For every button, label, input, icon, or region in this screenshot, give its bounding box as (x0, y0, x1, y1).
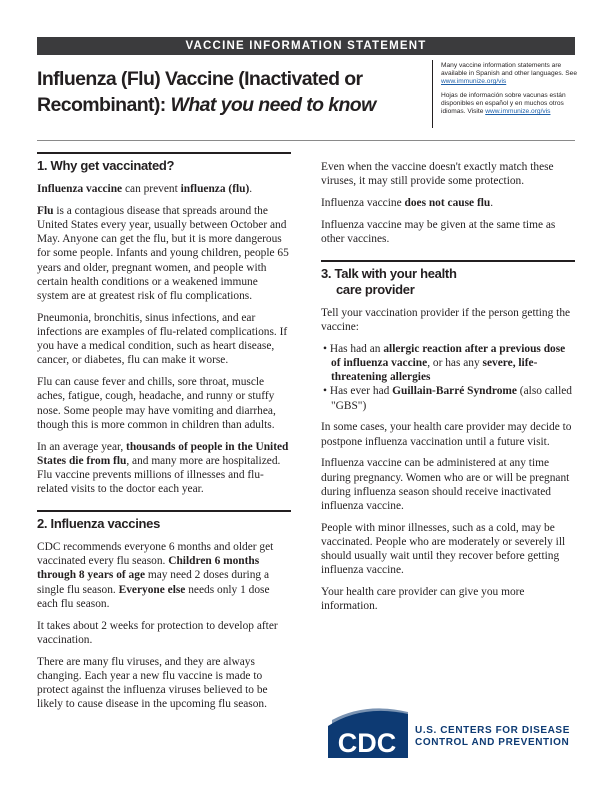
s1-paragraph-1: Influenza vaccine can prevent influenza (flu). (37, 183, 253, 195)
document-title (37, 66, 427, 118)
agency-line-2: CONTROL AND PREVENTION (415, 737, 570, 748)
spanish-link[interactable]: www.immunize.org/vis (485, 108, 551, 116)
s3-paragraph-3: Influenza vaccine can be administered at any time during pregnancy. Women who are or will be pregnant during influenza season should receive inactivated influenza vaccine. (321, 457, 570, 513)
s3-paragraph-1: Tell your vaccination provider if the person getting the vaccine: (321, 306, 571, 333)
s3-bullet-list (321, 342, 575, 413)
spanish-text: Hojas de información sobre vacunas están disponibles en español y en muchos otros idiomas. Visite (441, 91, 566, 116)
section-1-heading: 1. Why get vaccinated? (37, 152, 291, 174)
title-divider (432, 60, 433, 128)
section-2-heading: 2. Influenza vaccines (37, 510, 291, 532)
statement-banner: VACCINE INFORMATION STATEMENT (37, 37, 575, 55)
title-plain: Recombinant): (37, 94, 171, 116)
s1-paragraph-4: Flu can cause fever and chills, sore throat, muscle aches, fatigue, cough, headache, and runny or stuffy nose. Some people may have vomiting and diarrhea, though this is more common in children than adults. (37, 376, 276, 431)
right-column (321, 160, 575, 621)
english-text: Many vaccine information statements are available in Spanish and other languages. See (441, 62, 578, 78)
s2-paragraph-1: CDC recommends everyone 6 months and older get vaccinated every flu season. Children 6 months through 8 years of age may need 2 doses during a single flu season. Everyone else needs only 1 dose each flu season. (37, 541, 274, 610)
cdc-agency-name (415, 725, 570, 749)
cdc-logo-text: CDC (337, 728, 397, 758)
s1-paragraph-2: Flu is a contagious disease that spreads around the United States every year, usually between October and May. Anyone can get the flu, but it is more dangerous for some people. Infants and young children, people 65 years and older, pregnant women, and people with certain health conditions or a weakened immune system are at greatest risk of flu complications. (37, 204, 289, 303)
s3-paragraph-5: Your health care provider can give you more information. (321, 586, 525, 613)
agency-line-1: U.S. CENTERS FOR DISEASE (415, 725, 570, 736)
title-italic: What you need to know (170, 94, 376, 116)
s3-paragraph-4: People with minor illnesses, such as a cold, may be vaccinated. People who are moderately or severely ill should usually wait until they recover before getting influenza vaccine. (321, 521, 566, 577)
s2-paragraph-4: Even when the vaccine doesn't exactly match these viruses, it may still provide some protection. (321, 161, 554, 188)
list-item: • Has had an allergic reaction after a previous dose of influenza vaccine, or has any severe, life-threatening allergies (323, 342, 566, 384)
s2-paragraph-5: Influenza vaccine does not cause flu. (321, 197, 494, 209)
title-line-1: Influenza (Flu) Vaccine (Inactivated or (37, 68, 363, 90)
s1-paragraph-3: Pneumonia, bronchitis, sinus infections, and ear infections are examples of flu-related complications. If you have a medical condition, such as heart disease, cancer, or diabetes, flu can make it worse. (37, 311, 288, 367)
s2-paragraph-3: There are many flu viruses, and they are always changing. Each year a new flu vaccine is made to protect against the influenza viruses believed to be likely to cause disease in the upcoming flu season. (37, 655, 268, 711)
s2-paragraph-6: Influenza vaccine may be given at the same time as other vaccines. (321, 218, 556, 245)
header-rule (37, 140, 575, 141)
language-note-english (441, 62, 579, 87)
list-item: • Has ever had Guillain-Barré Syndrome (also called "GBS") (323, 385, 572, 412)
language-note (441, 62, 579, 121)
section-3-heading: 3. Talk with your health care provider (321, 260, 575, 298)
left-column (37, 152, 291, 719)
s2-paragraph-2: It takes about 2 weeks for protection to develop after vaccination. (37, 619, 278, 646)
s1-paragraph-5: In an average year, thousands of people in the United States die from flu, and many more are hospitalized. Flu vaccine prevents millions of illnesses and flu-related visits to the doctor each year. (37, 440, 289, 496)
title-line-2 (37, 92, 427, 118)
language-note-spanish (441, 92, 579, 117)
english-link[interactable]: www.immunize.org/vis (441, 78, 507, 86)
s3-paragraph-2: In some cases, your health care provider may decide to postpone influenza vaccination until a future visit. (321, 421, 572, 448)
